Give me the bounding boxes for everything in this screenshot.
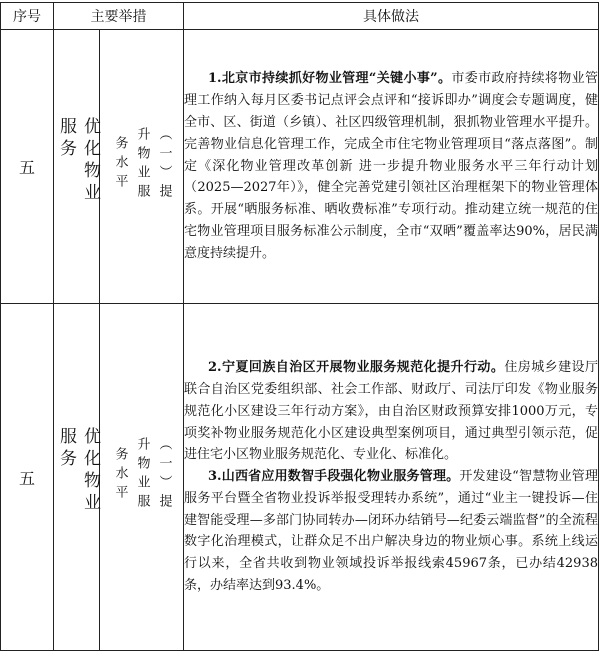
table-header-row — [1, 3, 599, 30]
detail-body: 住房城乡建设厅联合自治区党委组织部、社会工作部、财政厅、司法厅印发《物业服务规范化小区建设三年行动方案》，由自治区财政预算安排1000万元，专项奖补物业服务规范化小区建设典型案例项目，通过典型引领示范，促进住宅小区物业服务规范化、专业化、标准化。 — [184, 360, 598, 463]
header-measures: 主要举措 — [54, 3, 184, 30]
table-row — [1, 30, 599, 304]
detail-cell — [184, 30, 599, 304]
detail-title: 3.山西省应用数智手段强化物业服务管理。 — [208, 469, 460, 485]
detail-paragraph — [184, 357, 598, 466]
category-text: 优化物业服务 — [56, 116, 100, 205]
category-cell — [54, 304, 100, 651]
subcategory-cell — [100, 304, 184, 651]
category-cell — [54, 30, 100, 304]
table-row — [1, 304, 599, 651]
subcategory-text: （一）提升物业服务水平 — [112, 126, 172, 203]
header-details: 具体做法 — [184, 3, 599, 30]
category-text: 优化物业服务 — [56, 427, 100, 515]
measures-table — [0, 2, 599, 651]
detail-paragraph — [184, 466, 598, 597]
seq-cell: 五 — [1, 304, 54, 651]
detail-title: 2.宁夏回族自治区开展物业服务规范化提升行动。 — [208, 360, 505, 376]
detail-cell — [184, 304, 599, 651]
header-seq: 序号 — [1, 3, 54, 30]
detail-paragraph — [184, 68, 598, 264]
detail-body: 市委市政府持续将物业管理工作纳入每月区委书记点评会点评和“接诉即办”调度会专题调度，健全市、区、街道（乡镇）、社区四级管理机制，狠抓物业管理水平提升。完善物业信息化管理工作，完成全市住宅物业管理项目“落点落图”。制定《深化物业管理改革创新 进一步提升物业服务水平三年行动计划（2025—2027年）》，健全完善党建引领社区治理框架下的物业管理体系。开展“晒服务标准、晒收费标准”专项行动。推动建立统一规范的住宅物业管理项目服务标准公示制度，全市“双晒”覆盖率达90%，居民满意度持续提升。 — [184, 71, 598, 261]
seq-cell: 五 — [1, 30, 54, 304]
detail-title: 1.北京市持续抓好物业管理“关键小事”。 — [208, 71, 452, 87]
subcategory-cell — [100, 30, 184, 304]
subcategory-text: （一）提升物业服务水平 — [112, 437, 172, 513]
detail-body: 开发建设“智慧物业管理服务平台暨全省物业投诉举报受理转办系统”，通过“业主一键投诉—住建智能受理—多部门协同转办—闭环办结销号—纪委云端监督”的全流程数字化治理模式，让群众足不出户解决身边的物业烦心事。系统上线运行以来，全省共收到物业领域投诉举报线索45967条，已办结42938条，办结率达到93.4%。 — [184, 469, 598, 594]
